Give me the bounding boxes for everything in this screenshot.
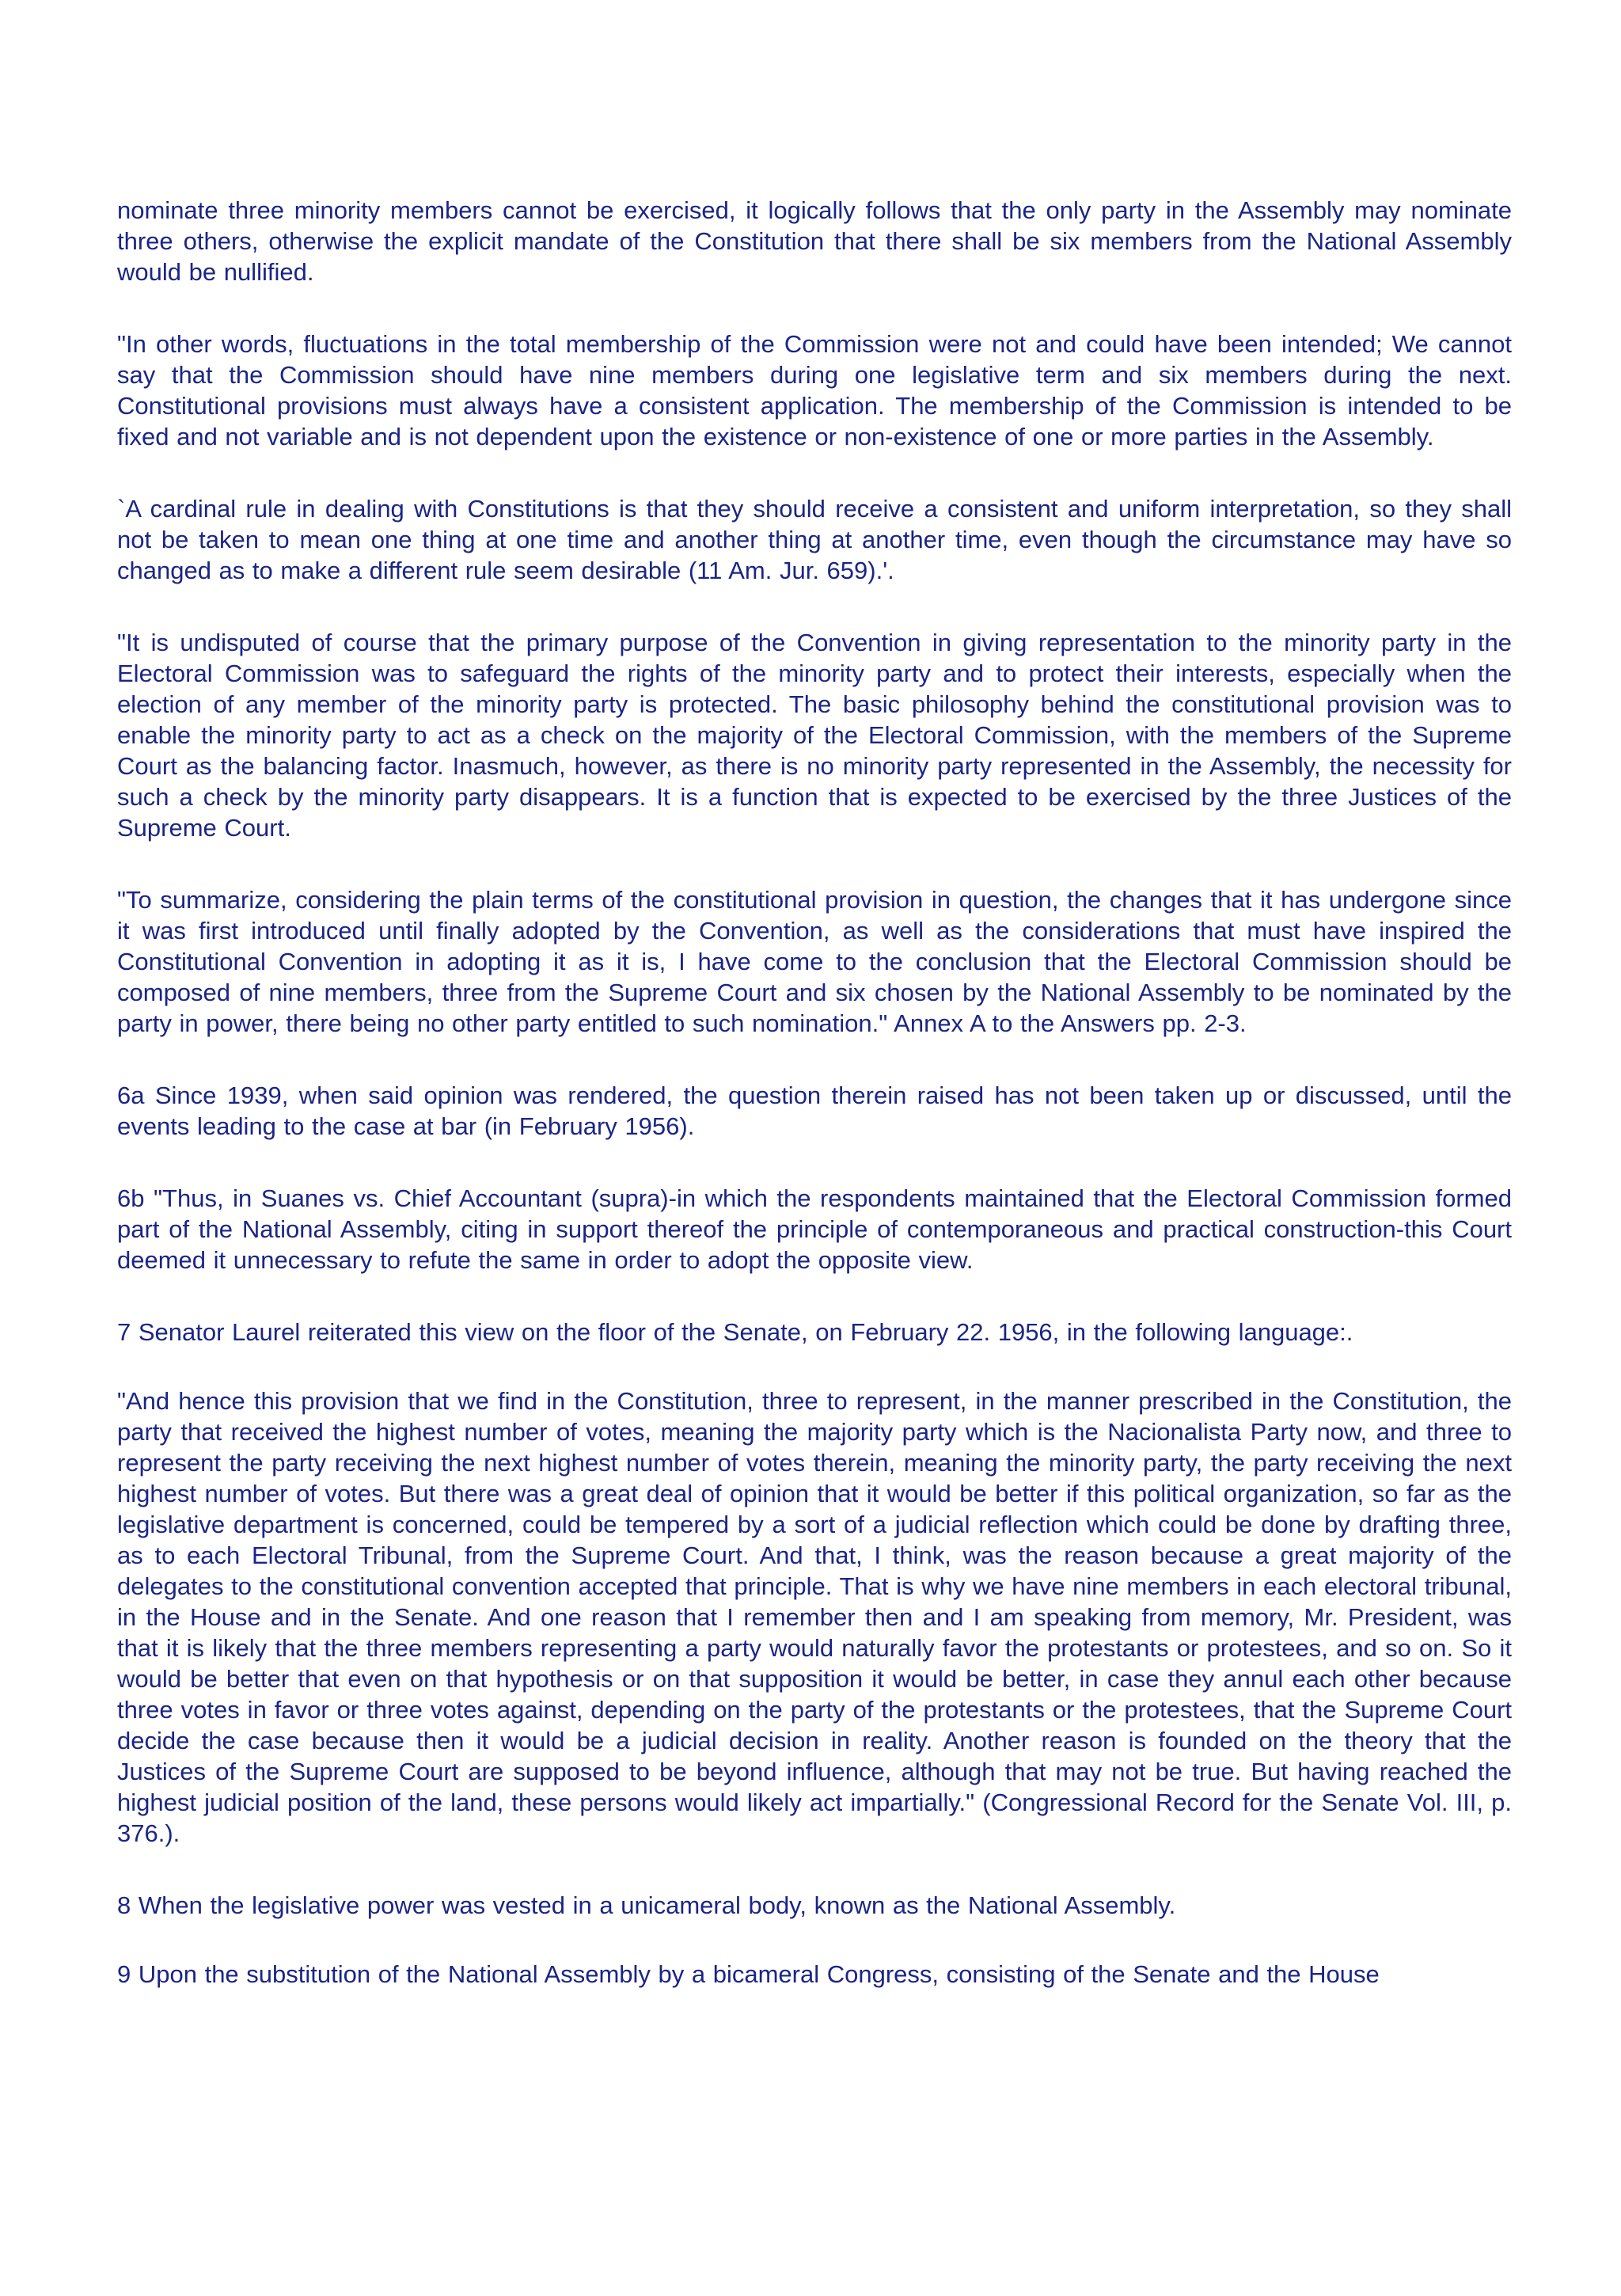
footnote-8: 8 When the legislative power was vested in a unicameral body, known as the National Assembly. [117, 1891, 1176, 1919]
paragraph-5: "To summarize, considering the plain terms of the constitutional provision in question, the changes that it has undergone since it was first introduced until finally adopted by the Convention, as well as the considerations that must have inspired the Constitutional Convention in adopting it as it is, I have come to the conclusion that the Electoral Commission should be composed of nine members, three from the Supreme Court and six chosen by the National Assembly to be nominated by the party in power, there being no other party entitled to such nomination." Annex A to the Answers pp. 2-3. [117, 886, 1512, 1037]
footnote-6b: 6b "Thus, in Suanes vs. Chief Accountant (supra)-in which the respondents maintained that the Electoral Commission formed part of the National Assembly, citing in support thereof the principle of contemporaneous and practical construction-this Court deemed it unnecessary to refute the same in order to adopt the opposite view. [117, 1184, 1512, 1274]
paragraph-4: "It is undisputed of course that the primary purpose of the Convention in giving representation to the minority party in the Electoral Commission was to safeguard the rights of the minority party and to protect their interests, especially when the election of any member of the minority party is protected. The basic philosophy behind the constitutional provision was to enable the minority party to act as a check on the majority of the Electoral Commission, with the members of the Supreme Court as the balancing factor. Inasmuch, however, as there is no minority party represented in the Assembly, the necessity for such a check by the minority party disappears. It is a function that is expected to be exercised by the three Justices of the Supreme Court. [117, 629, 1512, 842]
paragraph-1: nominate three minority members cannot be exercised, it logically follows that the only party in the Assembly may nominate three others, otherwise the explicit mandate of the Constitution that there shall be six members from the National Assembly would be nullified. [117, 196, 1512, 286]
paragraph-3: `A cardinal rule in dealing with Constitutions is that they should receive a consistent and uniform interpretation, so they shall not be taken to mean one thing at one time and another thing at another time, even though the circumstance may have so changed as to make a different rule seem desirable (11 Am. Jur. 659).'. [117, 495, 1512, 584]
paragraph-quote-laurel: "And hence this provision that we find in the Constitution, three to represent, in the manner prescribed in the Constitution, the party that received the highest number of votes, meaning the majority party which is the Nacionalista Party now, and three to represent the party receiving the next highest number of votes therein, meaning the minority party, the party receiving the next highest number of votes. But there was a great deal of opinion that it would be better if this political organization, so far as the legislative department is concerned, could be tempered by a sort of a judicial reflection which could be done by drafting three, as to each Electoral Tribunal, from the Supreme Court. And that, I think, was the reason because a great majority of the delegates to the constitutional convention accepted that principle. That is why we have nine members in each electoral tribunal, in the House and in the Senate. And one reason that I remember then and I am speaking from memory, Mr. President, was that it is likely that the three members representing a party would naturally favor the protestants or protestees, and so on. So it would be better that even on that hypothesis or on that supposition it would be better, in case they annul each other because three votes in favor or three votes against, depending on the party of the protestants or the protestees, that the Supreme Court decide the case because then it would be a judicial decision in reality. Another reason is founded on the theory that the Justices of the Supreme Court are supposed to be beyond influence, although that may not be true. But having reached the highest judicial position of the land, these persons would likely act impartially." (Congressional Record for the Senate Vol. III, p. 376.). [117, 1387, 1512, 1847]
footnote-9: 9 Upon the substitution of the National Assembly by a bicameral Congress, consisting of the Senate and the House [117, 1960, 1380, 1988]
paragraph-2: "In other words, fluctuations in the total membership of the Commission were not and could have been intended; We cannot say that the Commission should have nine members during one legislative term and six members during the next. Constitutional provisions must always have a consistent application. The membership of the Commission is intended to be fixed and not variable and is not dependent upon the existence or non-existence of one or more parties in the Assembly. [117, 330, 1512, 450]
document-page [117, 195, 1512, 2031]
footnote-7: 7 Senator Laurel reiterated this view on the floor of the Senate, on February 22. 1956, in the following language:. [117, 1318, 1353, 1346]
footnote-6a: 6a Since 1939, when said opinion was rendered, the question therein raised has not been taken up or discussed, until the events leading to the case at bar (in February 1956). [117, 1081, 1512, 1140]
